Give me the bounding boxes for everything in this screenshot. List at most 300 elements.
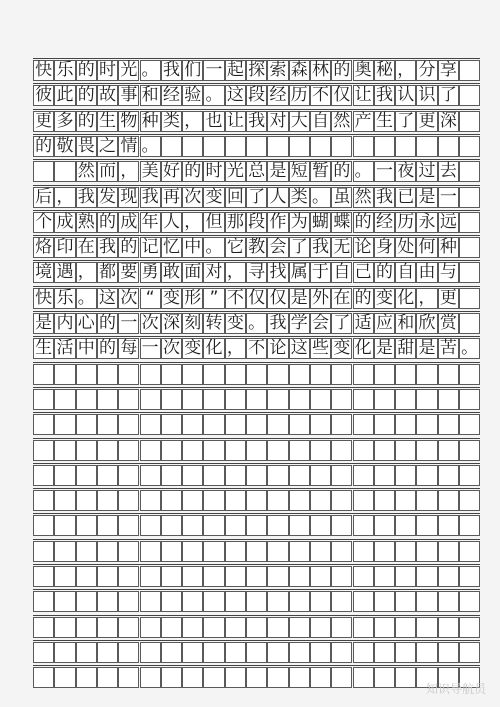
grid-cell <box>161 541 182 562</box>
handwritten-char: ， <box>184 211 202 232</box>
grid-cell <box>459 212 480 233</box>
grid-cell <box>225 364 246 385</box>
grid-cell <box>118 440 139 461</box>
grid-cell <box>438 389 459 410</box>
grid-cell <box>246 642 267 663</box>
handwritten-char: 无 <box>333 237 351 258</box>
grid-cell <box>416 591 437 612</box>
grid-cell <box>331 465 352 486</box>
handwritten-char: ， <box>226 338 244 359</box>
grid-cell <box>416 490 437 511</box>
grid-cell <box>395 591 416 612</box>
grid-cell <box>140 490 161 511</box>
handwritten-char: 找 <box>269 262 287 283</box>
grid-cell <box>310 591 331 612</box>
grid-cell <box>416 566 437 587</box>
handwritten-char: 一 <box>141 338 159 359</box>
handwritten-char: 的 <box>354 287 372 308</box>
grid-cell <box>267 364 288 385</box>
handwritten-char: 对 <box>205 262 223 283</box>
grid-cell <box>161 490 182 511</box>
grid-cell <box>331 364 352 385</box>
row-separator <box>33 235 480 236</box>
handwritten-char: 和 <box>141 85 159 106</box>
grid-cell <box>289 440 310 461</box>
grid-cell <box>416 617 437 638</box>
grid-cell <box>54 515 75 536</box>
grid-cell <box>203 642 224 663</box>
grid-cell <box>331 541 352 562</box>
grid-cell <box>246 566 267 587</box>
grid-cell <box>374 440 395 461</box>
handwritten-char: 段 <box>248 85 266 106</box>
grid-cell <box>54 541 75 562</box>
grid-cell <box>33 414 54 435</box>
grid-cell <box>395 490 416 511</box>
grid-cell <box>225 440 246 461</box>
handwritten-char: 回 <box>226 186 244 207</box>
handwritten-char: 应 <box>375 313 393 333</box>
row-separator <box>33 615 480 616</box>
handwritten-char: 类 <box>290 186 308 207</box>
handwritten-char: 自 <box>333 262 351 283</box>
grid-cell <box>331 414 352 435</box>
grid-cell <box>289 465 310 486</box>
grid-cell <box>438 490 459 511</box>
handwritten-char: 暂 <box>312 161 330 182</box>
grid-cell <box>395 515 416 536</box>
grid-cell <box>76 364 97 385</box>
handwritten-char: 一 <box>120 313 138 333</box>
handwritten-char: 忆 <box>162 237 180 258</box>
grid-cell <box>374 667 395 688</box>
grid-cell <box>374 515 395 536</box>
grid-cell <box>438 617 459 638</box>
grid-cell <box>416 465 437 486</box>
row-separator <box>33 260 480 261</box>
grid-cell <box>267 136 288 157</box>
grid-cell <box>353 440 374 461</box>
handwritten-char: 经 <box>375 211 393 232</box>
grid-cell <box>54 414 75 435</box>
row-separator <box>33 412 480 413</box>
grid-cell <box>161 440 182 461</box>
grid-cell <box>416 364 437 385</box>
handwritten-char: 不 <box>312 85 330 106</box>
row-separator <box>33 665 480 666</box>
handwritten-char: 自 <box>312 110 330 131</box>
handwritten-char: ， <box>77 262 95 283</box>
handwritten-char: 寻 <box>248 262 266 283</box>
grid-cell <box>161 136 182 157</box>
handwritten-char: 我 <box>141 186 159 207</box>
grid-cell <box>459 364 480 385</box>
grid-cell <box>459 111 480 132</box>
handwritten-char: 的 <box>333 60 351 80</box>
handwritten-char: 总 <box>248 161 266 182</box>
handwritten-char: 好 <box>162 161 180 182</box>
handwritten-char: 森 <box>290 60 308 80</box>
grid-cell <box>353 364 374 385</box>
grid-cell <box>97 465 118 486</box>
handwritten-char: 蝴 <box>312 211 330 232</box>
grid-cell <box>161 642 182 663</box>
handwritten-char: 论 <box>354 237 372 258</box>
row-separator <box>33 134 480 135</box>
grid-cell <box>225 490 246 511</box>
grid-cell <box>33 465 54 486</box>
handwritten-char: 赏 <box>439 313 457 333</box>
handwritten-char: 这 <box>99 287 117 308</box>
grid-cell <box>161 465 182 486</box>
row-separator <box>33 463 480 464</box>
grid-cell <box>203 490 224 511</box>
handwritten-char: 那 <box>226 211 244 232</box>
grid-cell <box>310 541 331 562</box>
handwritten-char: 不 <box>226 287 244 308</box>
grid-cell <box>267 465 288 486</box>
handwritten-char: 。 <box>141 135 159 156</box>
handwritten-char: ， <box>226 262 244 283</box>
handwritten-char: 的 <box>99 313 117 333</box>
handwritten-char: 发 <box>99 186 117 207</box>
grid-cell <box>353 667 374 688</box>
grid-cell <box>395 642 416 663</box>
handwritten-char: 短 <box>290 161 308 182</box>
handwritten-char: 再 <box>162 186 180 207</box>
handwritten-char: 甜 <box>397 338 415 359</box>
handwritten-char: 仅 <box>269 287 287 308</box>
handwritten-char: 对 <box>269 110 287 131</box>
handwritten-char: 畏 <box>77 135 95 156</box>
handwritten-char: 分 <box>418 60 436 80</box>
handwritten-char: 然 <box>77 161 95 182</box>
handwritten-char: 更 <box>439 287 457 308</box>
handwritten-char: 外 <box>312 287 330 308</box>
grid-cell <box>353 414 374 435</box>
grid-cell <box>289 414 310 435</box>
grid-cell <box>97 440 118 461</box>
grid-cell <box>54 642 75 663</box>
grid-cell <box>161 591 182 612</box>
grid-cell <box>331 591 352 612</box>
handwritten-char: 秘 <box>375 60 393 80</box>
grid-cell <box>54 465 75 486</box>
handwritten-char: 然 <box>354 186 372 207</box>
grid-cell <box>182 566 203 587</box>
grid-cell <box>33 364 54 385</box>
grid-cell <box>76 566 97 587</box>
grid-cell <box>289 642 310 663</box>
grid-cell <box>459 642 480 663</box>
grid-cell <box>246 515 267 536</box>
handwritten-char: 形 <box>184 287 202 308</box>
grid-cell <box>459 313 480 334</box>
grid-cell <box>97 667 118 688</box>
handwritten-char: ， <box>120 161 138 182</box>
handwritten-char: 人 <box>269 186 287 207</box>
grid-cell <box>97 617 118 638</box>
handwritten-char: 是 <box>418 338 436 359</box>
handwritten-char: 心 <box>77 313 95 333</box>
grid-cell <box>374 642 395 663</box>
grid-cell <box>225 591 246 612</box>
grid-cell <box>438 591 459 612</box>
grid-cell <box>395 136 416 157</box>
grid-cell <box>438 414 459 435</box>
handwritten-char: 此 <box>56 85 74 106</box>
handwritten-char: 会 <box>312 313 330 333</box>
handwritten-char: 中 <box>77 338 95 359</box>
handwritten-char: 论 <box>269 338 287 359</box>
handwritten-char: 乐 <box>56 287 74 308</box>
handwritten-char: 生 <box>375 110 393 131</box>
handwritten-char: 永 <box>418 211 436 232</box>
handwritten-char: 情 <box>120 135 138 156</box>
grid-cell <box>33 440 54 461</box>
grid-cell <box>203 617 224 638</box>
handwritten-char: 我 <box>312 237 330 258</box>
grid-cell <box>331 617 352 638</box>
row-separator <box>33 513 480 514</box>
grid-cell <box>33 591 54 612</box>
grid-cell <box>289 389 310 410</box>
grid-cell <box>182 440 203 461</box>
row-separator <box>33 58 480 59</box>
grid-cell <box>182 515 203 536</box>
handwritten-char: 化 <box>205 338 223 359</box>
grid-cell <box>310 642 331 663</box>
handwritten-char: 快 <box>35 60 53 80</box>
grid-cell <box>246 364 267 385</box>
handwritten-char: ， <box>397 60 415 80</box>
grid-cell <box>438 465 459 486</box>
grid-cell <box>374 566 395 587</box>
handwritten-char: 的 <box>35 135 53 156</box>
grid-cell <box>353 136 374 157</box>
grid-cell <box>33 541 54 562</box>
grid-cell <box>267 389 288 410</box>
handwritten-char: 次 <box>184 186 202 207</box>
grid-cell <box>140 440 161 461</box>
handwritten-char: 勇 <box>141 262 159 283</box>
row-separator <box>33 210 480 211</box>
grid-cell <box>203 566 224 587</box>
grid-cell <box>310 364 331 385</box>
handwritten-char: 了 <box>397 110 415 131</box>
handwritten-char: 蝶 <box>333 211 351 232</box>
handwritten-char: 我 <box>375 186 393 207</box>
handwritten-char: 境 <box>35 262 53 283</box>
handwritten-char: 次 <box>162 338 180 359</box>
grid-cell <box>203 465 224 486</box>
handwritten-char: 验 <box>184 85 202 106</box>
handwritten-char: 认 <box>397 85 415 106</box>
handwritten-char: 一 <box>439 186 457 207</box>
grid-cell <box>161 389 182 410</box>
grid-cell <box>438 440 459 461</box>
handwritten-char: 是 <box>375 338 393 359</box>
grid-cell <box>97 414 118 435</box>
row-separator <box>33 159 480 160</box>
handwritten-char: 了 <box>333 313 351 333</box>
handwritten-char: 我 <box>269 313 287 333</box>
handwritten-char: 敬 <box>56 135 74 156</box>
handwritten-char: 后 <box>35 186 53 207</box>
handwritten-char: 我 <box>99 237 117 258</box>
handwritten-char: 些 <box>312 338 330 359</box>
handwritten-char <box>54 161 75 182</box>
watermark <box>426 680 486 697</box>
grid-cell <box>225 389 246 410</box>
handwritten-char: 一 <box>205 60 223 80</box>
grid-cell <box>395 541 416 562</box>
grid-cell <box>97 541 118 562</box>
grid-cell <box>161 364 182 385</box>
grid-cell <box>310 566 331 587</box>
grid-cell <box>33 566 54 587</box>
grid-cell <box>459 187 480 208</box>
handwritten-char: 为 <box>290 211 308 232</box>
grid-cell <box>353 389 374 410</box>
handwritten-char: 。 <box>141 60 159 80</box>
grid-cell <box>54 490 75 511</box>
grid-cell <box>395 364 416 385</box>
grid-cell <box>225 515 246 536</box>
grid-cell <box>182 465 203 486</box>
grid-cell <box>374 490 395 511</box>
row-separator <box>33 564 480 565</box>
handwritten-char: 苦 <box>439 338 457 359</box>
row-separator <box>33 438 480 439</box>
grid-cell <box>182 667 203 688</box>
grid-cell <box>33 490 54 511</box>
grid-cell <box>225 642 246 663</box>
grid-cell <box>97 490 118 511</box>
grid-cell <box>374 136 395 157</box>
handwritten-char: 己 <box>354 262 372 283</box>
grid-cell <box>54 389 75 410</box>
grid-cell <box>33 515 54 536</box>
grid-cell <box>76 515 97 536</box>
grid-cell <box>118 566 139 587</box>
handwritten-char: 年 <box>141 211 159 232</box>
grid-cell <box>331 389 352 410</box>
handwritten-char: 识 <box>418 85 436 106</box>
grid-cell <box>395 566 416 587</box>
handwritten-char: 次 <box>120 287 138 308</box>
grid-cell <box>459 237 480 258</box>
handwritten-char: 已 <box>397 186 415 207</box>
grid-cell <box>331 490 352 511</box>
handwritten-char: 物 <box>120 110 138 131</box>
grid-cell <box>267 414 288 435</box>
grid-cell <box>118 617 139 638</box>
grid-cell <box>416 389 437 410</box>
grid-cell <box>353 617 374 638</box>
handwritten-char: 活 <box>56 338 74 359</box>
grid-cell <box>267 440 288 461</box>
grid-cell <box>140 389 161 410</box>
grid-cell <box>289 136 310 157</box>
handwritten-char: 生 <box>99 110 117 131</box>
handwritten-char: 适 <box>354 313 372 333</box>
grid-cell <box>310 389 331 410</box>
grid-cell <box>33 667 54 688</box>
grid-cell <box>353 490 374 511</box>
row-separator <box>33 311 480 312</box>
handwritten-char: 自 <box>397 262 415 283</box>
row-separator <box>33 539 480 540</box>
grid-cell <box>395 414 416 435</box>
grid-cell <box>182 591 203 612</box>
grid-cell <box>33 389 54 410</box>
grid-cell <box>289 515 310 536</box>
grid-cell <box>374 389 395 410</box>
handwritten-char: 。 <box>312 186 330 207</box>
grid-cell <box>140 414 161 435</box>
handwritten-char: 教 <box>248 237 266 258</box>
grid-cell <box>459 288 480 309</box>
grid-cell <box>353 566 374 587</box>
grid-cell <box>140 566 161 587</box>
row-separator <box>33 362 480 363</box>
grid-cell <box>331 642 352 663</box>
grid-cell <box>246 414 267 435</box>
handwritten-char: 林 <box>312 60 330 80</box>
grid-cell <box>182 364 203 385</box>
handwritten-char: 成 <box>56 211 74 232</box>
handwritten-char: ， <box>184 110 202 131</box>
grid-cell <box>267 541 288 562</box>
grid-cell <box>395 389 416 410</box>
grid-cell <box>289 667 310 688</box>
handwritten-char: 是 <box>35 313 53 333</box>
handwritten-char: 变 <box>226 313 244 333</box>
handwritten-char: 享 <box>439 60 457 80</box>
grid-cell <box>267 515 288 536</box>
handwritten-char: 每 <box>120 338 138 359</box>
grid-cell <box>161 617 182 638</box>
grid-cell <box>289 541 310 562</box>
grid-cell <box>459 85 480 106</box>
grid-cell <box>140 364 161 385</box>
handwritten-char: 属 <box>290 262 308 283</box>
handwritten-char: 的 <box>77 85 95 106</box>
handwritten-char: 欣 <box>418 313 436 333</box>
grid-cell <box>459 161 480 182</box>
grid-cell <box>438 136 459 157</box>
grid-cell <box>246 667 267 688</box>
grid-cell <box>395 617 416 638</box>
grid-cell <box>54 617 75 638</box>
handwritten-char: 处 <box>397 237 415 258</box>
grid-cell <box>54 591 75 612</box>
grid-cell <box>267 667 288 688</box>
handwritten-char: 的 <box>99 338 117 359</box>
grid-cell <box>161 566 182 587</box>
handwritten-char: 熟 <box>77 211 95 232</box>
grid-cell <box>459 515 480 536</box>
handwritten-char: 。 <box>205 237 223 258</box>
grid-cell <box>203 136 224 157</box>
grid-cell <box>353 642 374 663</box>
grid-cell <box>395 667 416 688</box>
grid-cell <box>374 617 395 638</box>
grid-cell <box>331 515 352 536</box>
handwritten-char: 让 <box>354 85 372 106</box>
grid-cell <box>289 591 310 612</box>
